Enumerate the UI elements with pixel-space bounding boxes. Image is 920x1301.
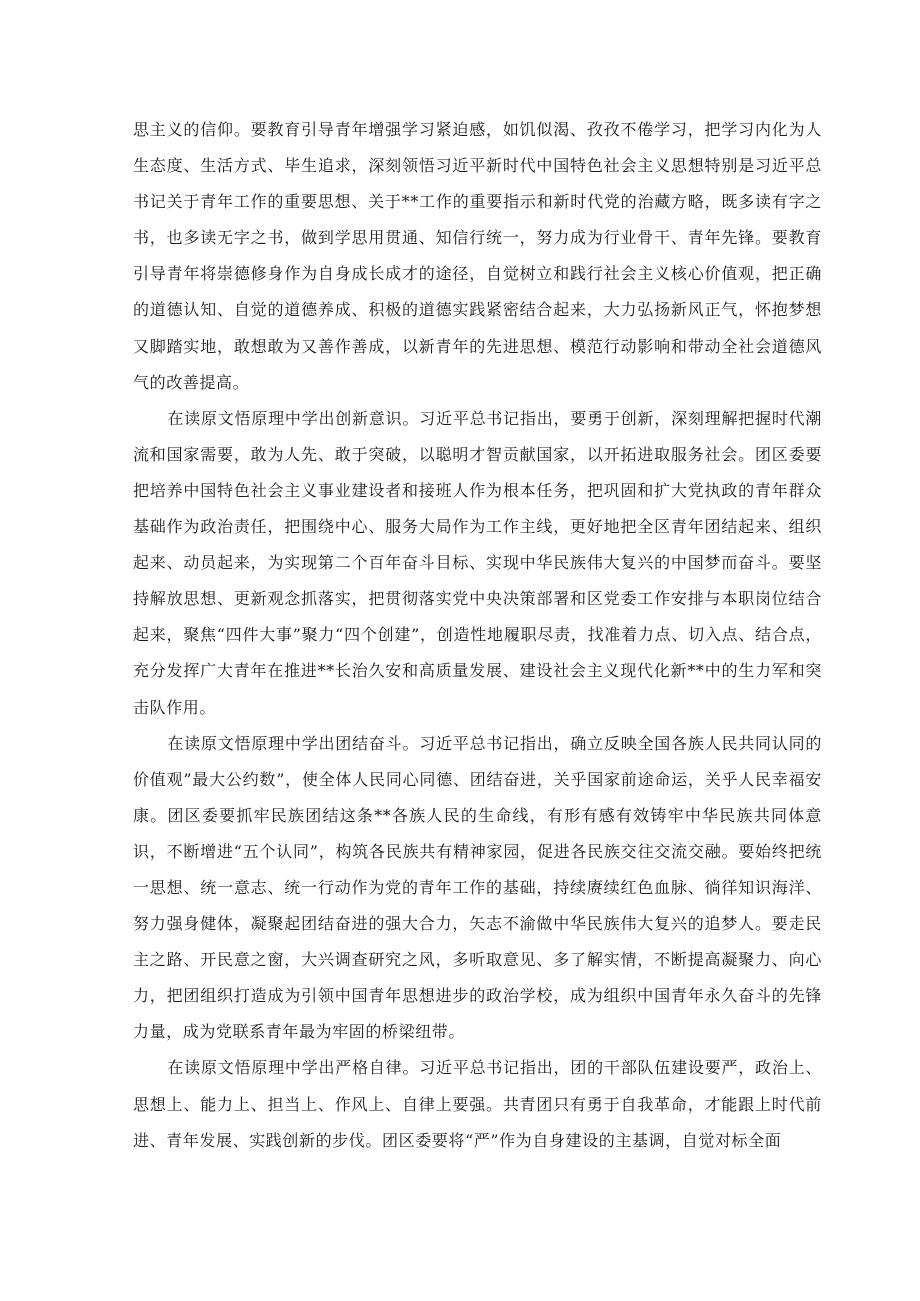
paragraph-2: 在读原文悟原理中学出创新意识。习近平总书记指出，要勇于创新，深刻理解把握时代潮流和国家需要，敢为人先、敢于突破，以聪明才智贡献国家，以开拓进取服务社会。团区委要把培养中国特色社会主义事业建设者和接班人作为根本任务，把巩固和扩大党执政的青年群众基础作为政治责任，把围绕中心、服务大局作为工作主线，更好地把全区青年团结起来、组织起来、动员起来，为实现第二个百年奋斗目标、实现中华民族伟大复兴的中国梦而奋斗。要坚持解放思想、更新观念抓落实，把贯彻落实党中央决策部署和区党委工作安排与本职岗位结合起来，聚焦“四件大事”聚力“四个创建”，创造性地履职尽责，找准着力点、切入点、结合点，充分发挥广大青年在推进**长治久安和高质量发展、建设社会主义现代化新**中的生力军和突击队作用。 [133, 408, 822, 717]
document-body [133, 112, 822, 1159]
paragraph-1: 思主义的信仰。要教育引导青年增强学习紧迫感，如饥似渴、孜孜不倦学习，把学习内化为人生态度、生活方式、毕生追求，深刻领悟习近平新时代中国特色社会主义思想特别是习近平总书记关于青年工作的重要思想、关于**工作的重要指示和新时代党的治藏方略，既多读有字之书，也多读无字之书，做到学思用贯通、知信行统一，努力成为行业骨干、青年先锋。要教育引导青年将崇德修身作为自身成长成才的途径，自觉树立和践行社会主义核心价值观，把正确的道德认知、自觉的道德养成、积极的道德实践紧密结合起来，大力弘扬新风正气，怀抱梦想又脚踏实地，敢想敢为又善作善成，以新青年的先进思想、模范行动影响和带动全社会道德风气的改善提高。 [133, 120, 822, 392]
paragraph-4: 在读原文悟原理中学出严格自律。习近平总书记指出，团的干部队伍建设要严，政治上、思想上、能力上、担当上、作风上、自律上要强。共青团只有勇于自我革命，才能跟上时代前进、青年发展、实践创新的步伐。团区委要将“严”作为自身建设的主基调，自觉对标全面 [133, 1058, 822, 1150]
paragraph-3: 在读原文悟原理中学出团结奋斗。习近平总书记指出，确立反映全国各族人民共同认同的价值观”最大公约数”，使全体人民同心同德、团结奋进，关乎国家前途命运，关乎人民幸福安康。团区委要抓牢民族团结这条**各族人民的生命线，有形有感有效铸牢中华民族共同体意识，不断增进“五个认同”，构筑各民族共有精神家园，促进各民族交往交流交融。要始终把统一思想、统一意志、统一行动作为党的青年工作的基础，持续赓续红色血脉、徜徉知识海洋、努力强身健体，凝聚起团结奋进的强大合力，矢志不渝做中华民族伟大复兴的追梦人。要走民主之路、开民意之窗，大兴调查研究之风，多听取意见、多了解实情，不断提高凝聚力、向心力，把团组织打造成为引领中国青年思想进步的政治学校，成为组织中国青年永久奋斗的先锋力量，成为党联系青年最为牢固的桥梁纽带。 [133, 733, 822, 1042]
